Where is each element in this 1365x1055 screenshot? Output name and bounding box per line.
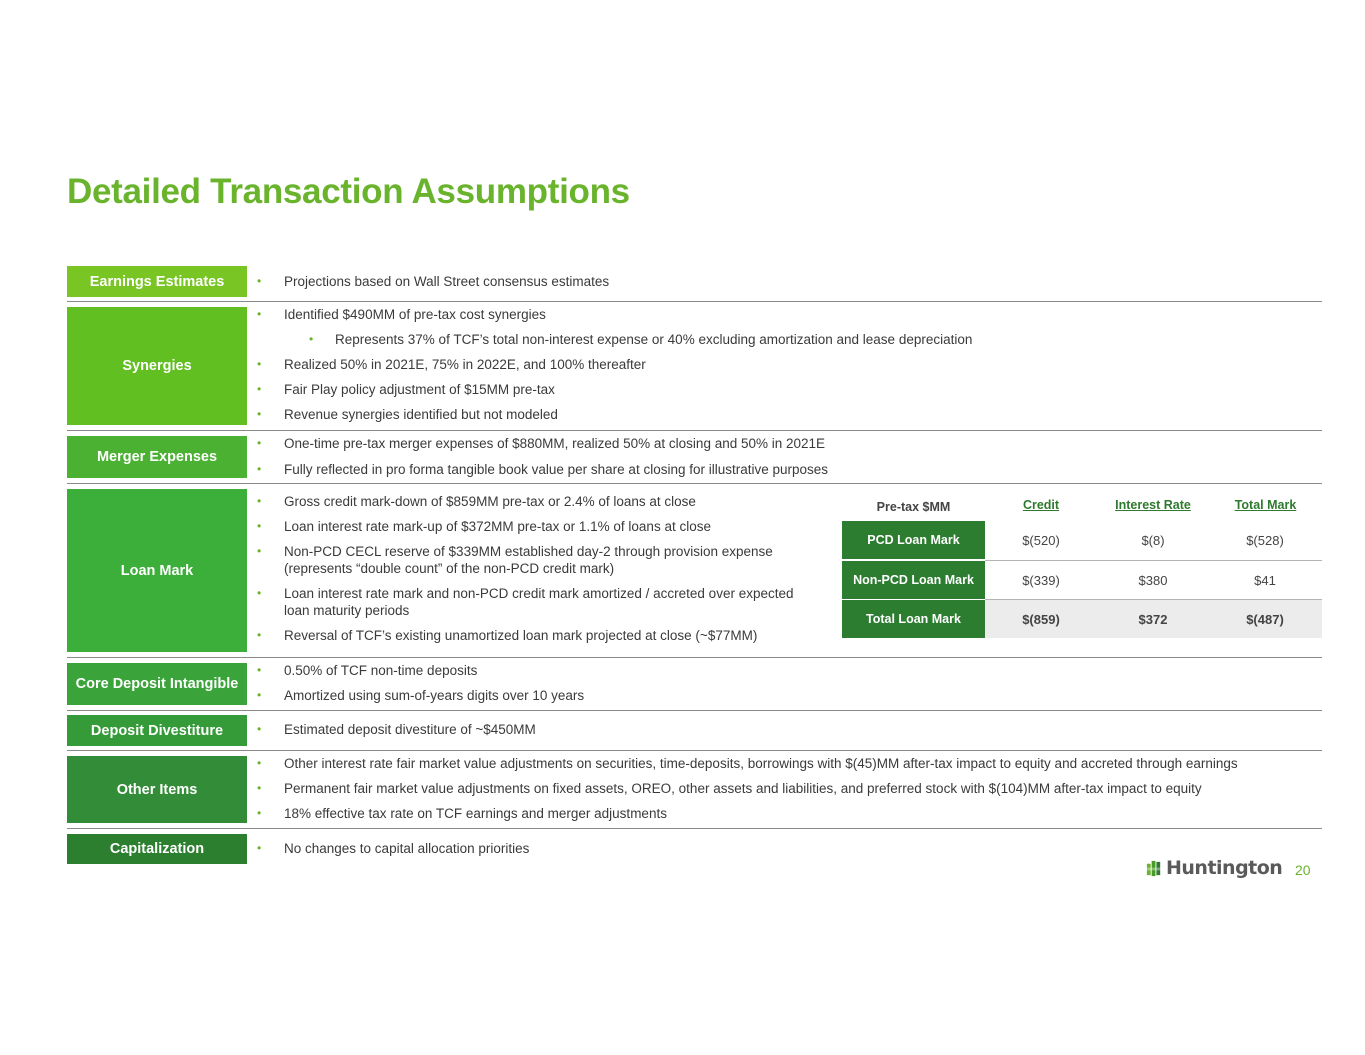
section-deposit (67, 711, 1322, 751)
list-item: • Fully reflected in pro forma tangible book value per share at closing for illustrative purposes (257, 462, 829, 477)
bullet-icon: • (257, 274, 262, 288)
list-item: • 0.50% of TCF non-time deposits (257, 663, 478, 678)
list-item: • Non-PCD CECL reserve of $339MM established day-2 through provision expense (represents “double count” of the non-PCD credit mark) (257, 544, 773, 576)
bullet-icon: • (257, 544, 262, 558)
table-cell: $(339) (1022, 572, 1060, 588)
list-item: • Other interest rate fair market value adjustments on securities, time-deposits, borrowings with $(45)MM after-tax impact to equity and accreted through earnings (257, 756, 1238, 771)
merger-bullets (257, 435, 828, 478)
list-item: • Realized 50% in 2021E, 75% in 2022E, and 100% thereafter (257, 357, 646, 372)
list-item: • One-time pre-tax merger expenses of $880MM, realized 50% at closing and 50% in 2021E (257, 436, 826, 451)
table-cell: $380 (1138, 572, 1168, 588)
cdi-label: Core Deposit Intangible (67, 663, 247, 705)
bullet-icon: • (309, 332, 314, 346)
bullet-icon: • (257, 519, 262, 533)
section-capitalization (67, 829, 1322, 866)
list-item: • Projections based on Wall Street consensus estimates (257, 274, 610, 289)
section-earnings (67, 264, 1322, 302)
list-item: • 18% effective tax rate on TCF earnings and merger adjustments (257, 806, 667, 821)
row-label: Non-PCD Loan Mark (842, 561, 985, 599)
section-other (67, 751, 1322, 829)
row-label: Total Loan Mark (842, 600, 985, 638)
section-synergies (67, 302, 1322, 431)
logo-text: Huntington (1166, 857, 1283, 879)
table-cell: $(487) (1209, 600, 1321, 638)
bullet-icon: • (257, 781, 262, 795)
table-row (842, 521, 1322, 559)
list-item: • No changes to capital allocation priorities (257, 841, 530, 856)
section-merger (67, 431, 1322, 484)
table-row (842, 561, 1322, 599)
bullet-icon: • (257, 806, 262, 820)
bullet-icon: • (257, 357, 262, 371)
synergies-label: Synergies (67, 307, 247, 425)
table-cell: $(528) (1246, 532, 1284, 548)
page-number: 20 (1295, 862, 1311, 878)
earnings-label: Earnings Estimates (67, 266, 247, 297)
bullet-icon: • (257, 663, 262, 677)
list-item: • Estimated deposit divestiture of ~$450MM (257, 722, 536, 737)
bullet-icon: • (257, 756, 262, 770)
bullet-icon: • (257, 382, 262, 396)
bullet-icon: • (257, 436, 262, 450)
table-row-total (842, 600, 1322, 638)
cdi-bullets (257, 662, 584, 704)
bullet-icon: • (257, 586, 262, 600)
bullet-icon: • (257, 688, 262, 702)
list-item: • Loan interest rate mark-up of $372MM pre-tax or 1.1% of loans at close (257, 519, 711, 534)
table-cell: $(859) (985, 600, 1097, 638)
list-item: • Represents 37% of TCF’s total non-interest expense or 40% excluding amortization and lease depreciation (309, 332, 973, 347)
list-item: • Gross credit mark-down of $859MM pre-tax or 2.4% of loans at close (257, 494, 696, 509)
column-header-total-mark: Total Mark (1234, 498, 1297, 512)
table-cell: $41 (1254, 572, 1276, 588)
row-label: PCD Loan Mark (842, 521, 985, 559)
deposit-bullets (257, 721, 536, 738)
bullet-icon: • (257, 407, 262, 421)
bullet-icon: • (257, 722, 262, 736)
list-item: • Fair Play policy adjustment of $15MM pre-tax (257, 382, 555, 397)
column-header-interest-rate: Interest Rate (1115, 498, 1191, 512)
table-cell: $372 (1097, 600, 1209, 638)
huntington-logo-icon (1145, 859, 1164, 878)
huntington-logo (1145, 857, 1282, 879)
bullet-icon: • (257, 494, 262, 508)
other-label: Other Items (67, 756, 247, 823)
list-item: • Loan interest rate mark and non-PCD credit mark amortized / accreted over expected loan maturity periods (257, 586, 794, 618)
other-bullets (257, 755, 1238, 822)
table-corner-header: Pre-tax $MM (876, 500, 951, 514)
page-title: Detailed Transaction Assumptions (67, 172, 630, 211)
list-item: • Amortized using sum-of-years digits over 10 years (257, 688, 585, 703)
bullet-icon: • (257, 841, 262, 855)
list-item: • Reversal of TCF’s existing unamortized loan mark projected at close (~$77MM) (257, 628, 758, 643)
earnings-bullets (257, 273, 609, 290)
list-item: • Permanent fair market value adjustments on fixed assets, OREO, other assets and liabilities, and preferred stock with $(104)MM after-tax impact to equity (257, 781, 1202, 796)
synergies-bullets (257, 306, 972, 423)
column-header-credit: Credit (1022, 498, 1060, 512)
bullet-icon: • (257, 307, 262, 321)
table-cell: $(8) (1141, 532, 1165, 548)
capitalization-bullets (257, 840, 529, 857)
capitalization-label: Capitalization (67, 834, 247, 864)
bullet-icon: • (257, 462, 262, 476)
deposit-label: Deposit Divestiture (67, 715, 247, 746)
list-item: • Identified $490MM of pre-tax cost synergies (257, 307, 546, 322)
table-cell: $(520) (1022, 532, 1060, 548)
bullet-icon: • (257, 628, 262, 642)
list-item: • Revenue synergies identified but not modeled (257, 407, 558, 422)
section-cdi (67, 658, 1322, 711)
loan-mark-label: Loan Mark (67, 489, 247, 652)
merger-label: Merger Expenses (67, 436, 247, 478)
loan-mark-bullets (257, 493, 794, 644)
